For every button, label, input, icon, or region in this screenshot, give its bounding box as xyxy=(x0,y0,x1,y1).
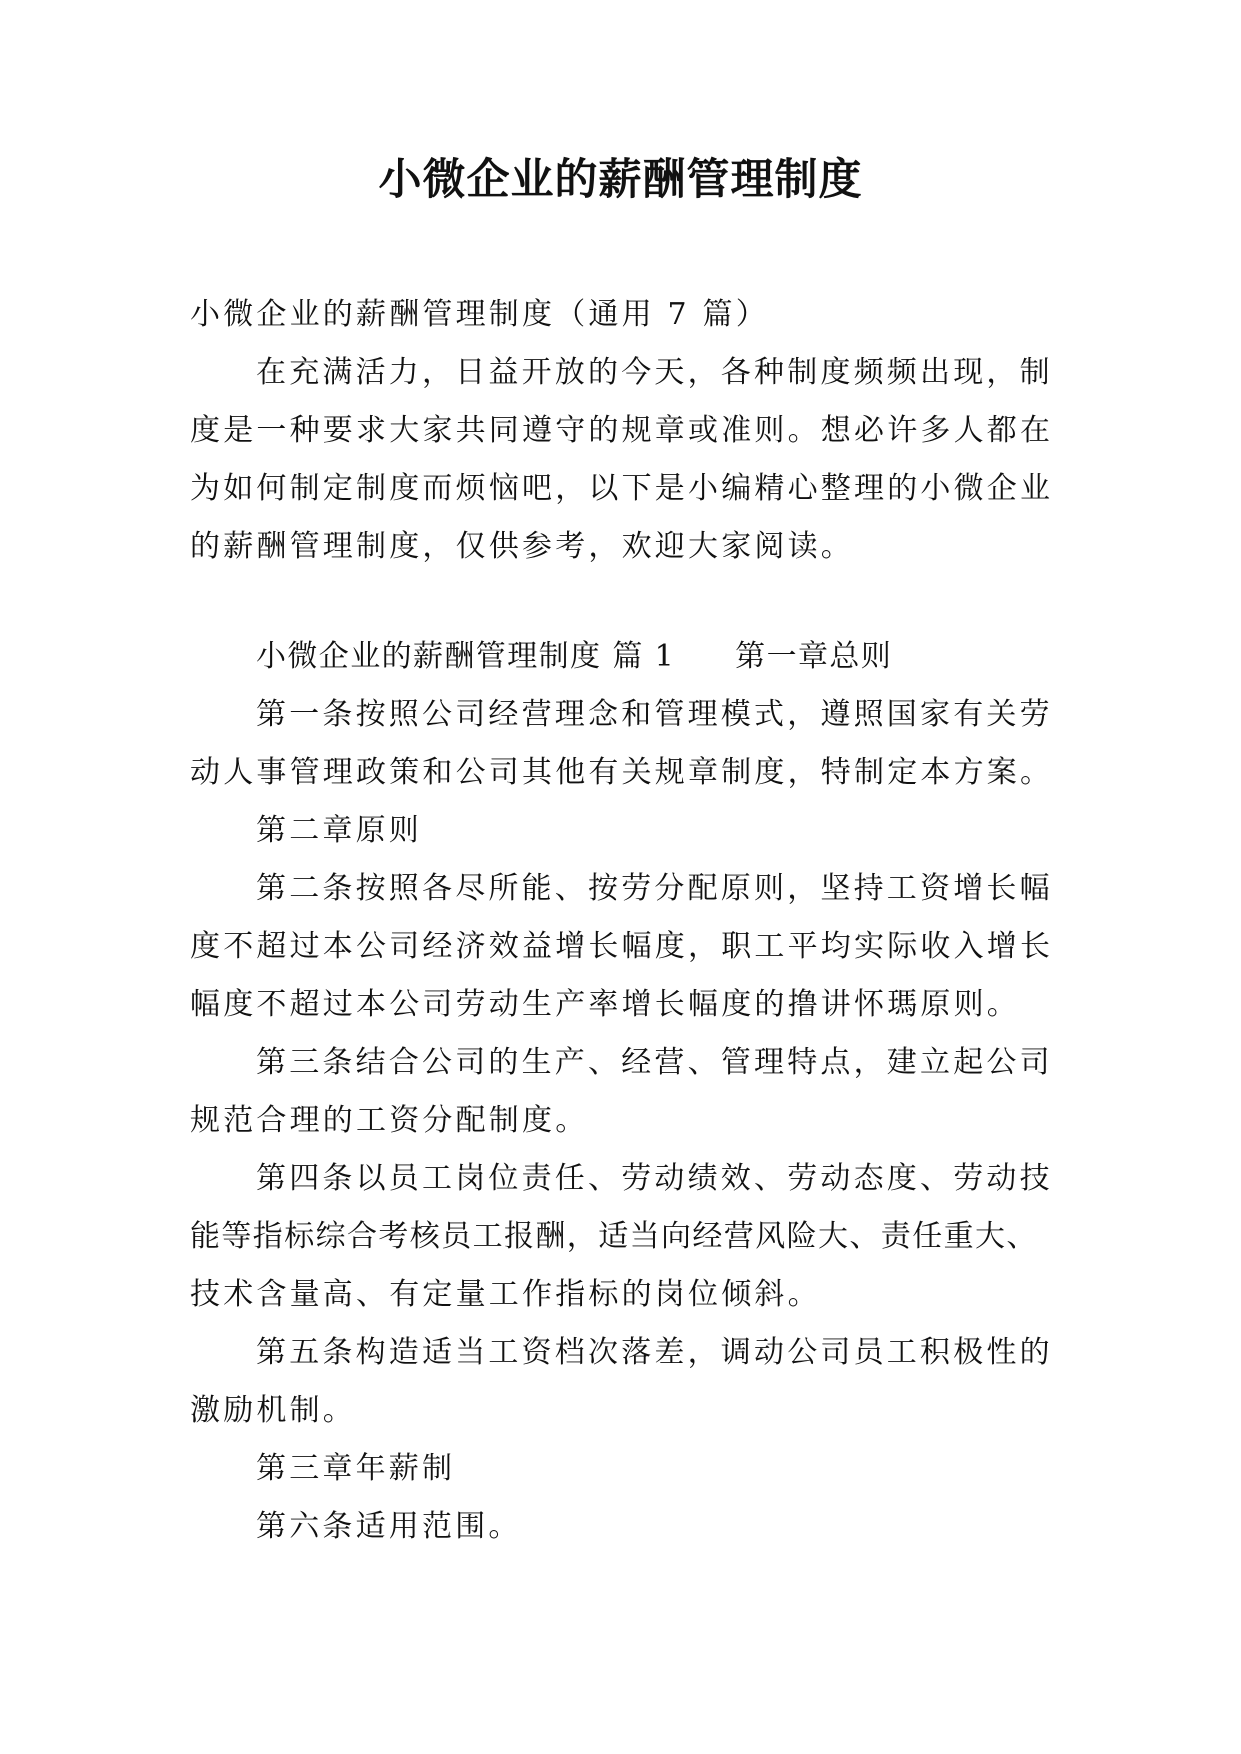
article-2 xyxy=(190,860,1052,1034)
paragraph-line: 第三条结合公司的生产、经营、管理特点，建立起公司 xyxy=(256,1045,1053,1080)
paragraph-line: 在充满活力，日益开放的今天，各种制度频频出现，制 xyxy=(256,355,1053,390)
article-1 xyxy=(190,686,1052,802)
paragraph-line: 第四条以员工岗位责任、劳动绩效、劳动态度、劳动技 xyxy=(256,1161,1053,1196)
article-6: 第六条适用范围。 xyxy=(256,1509,522,1544)
article-5 xyxy=(190,1324,1052,1440)
paragraph-gap xyxy=(190,576,1052,628)
article-3 xyxy=(190,1034,1052,1150)
paragraph-line: 幅度不超过本公司劳动生产率增长幅度的撸讲怀瑪原则。 xyxy=(190,987,1020,1022)
section-heading xyxy=(190,628,1052,686)
article-4 xyxy=(190,1150,1052,1324)
paragraph-line: 度是一种要求大家共同遵守的规章或准则。想必许多人都在 xyxy=(190,413,1054,448)
paragraph-line: 的薪酬管理制度，仅供参考，欢迎大家阅读。 xyxy=(190,529,854,564)
paragraph-line: 激励机制。 xyxy=(190,1393,356,1428)
paragraph-line: 度不超过本公司经济效益增长幅度，职工平均实际收入增长 xyxy=(190,929,1054,964)
intro-paragraph xyxy=(190,344,1052,576)
paragraph-line: 为如何制定制度而烦恼吧，以下是小编精心整理的小微企业 xyxy=(190,471,1054,506)
document-body xyxy=(190,286,1052,1556)
document-title: 小微企业的薪酬管理制度 xyxy=(378,155,863,205)
paragraph-line: 规范合理的工资分配制度。 xyxy=(190,1103,589,1138)
paragraph-line: 技术含量高、有定量工作指标的岗位倾斜。 xyxy=(190,1277,821,1312)
paragraph-line: 能等指标综合考核员工报酬，适当向经营风险大、责任重大、 xyxy=(190,1219,1038,1254)
paragraph-line: 第二条按照各尽所能、按劳分配原则，坚持工资增长幅 xyxy=(256,871,1053,906)
paragraph-line: 第五条构造适当工资档次落差，调动公司员工积极性的 xyxy=(256,1335,1053,1370)
chapter-1-heading: 第一章总则 xyxy=(735,639,893,674)
document-subtitle: 小微企业的薪酬管理制度（通用 7 篇） xyxy=(190,297,769,332)
paragraph-line: 动人事管理政策和公司其他有关规章制度，特制定本方案。 xyxy=(190,755,1054,790)
chapter-2-heading: 第二章原则 xyxy=(256,813,422,848)
chapter-3-heading: 第三章年薪制 xyxy=(256,1451,456,1486)
section-heading-title: 小微企业的薪酬管理制度 篇 1 xyxy=(256,639,676,674)
paragraph-line: 第一条按照公司经营理念和管理模式，遵照国家有关劳 xyxy=(256,697,1053,732)
